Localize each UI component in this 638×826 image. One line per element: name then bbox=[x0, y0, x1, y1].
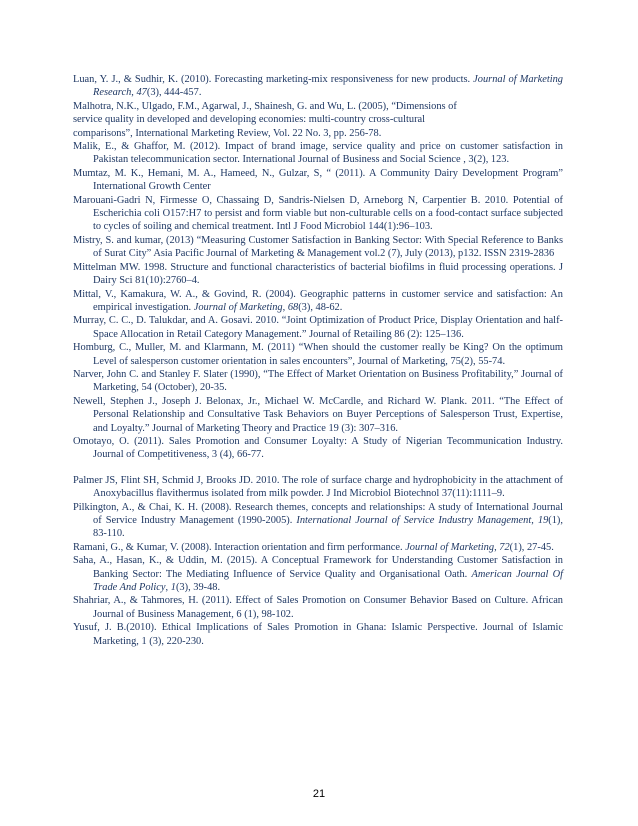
reference-entry bbox=[73, 261, 563, 288]
reference-text: Mittelman MW. 1998. Structure and functional characteristics of bacterial biofilms in fluid processing operations. J Dairy Sci 81(10):2760–4. bbox=[73, 261, 563, 287]
reference-text: (1), 27-45. bbox=[509, 541, 554, 553]
reference-entry bbox=[73, 554, 563, 594]
reference-text: Malhotra, N.K., Ulgado, F.M., Agarwal, J., Shainesh, G. and Wu, L. (2005), “Dimensions of bbox=[73, 100, 457, 112]
reference-text: Mistry, S. and kumar, (2013) “Measuring Customer Satisfaction in Banking Sector: With Special Reference to Banks of Surat City” Asia Pacific Journal of Marketing & Management vol.2 (7), July (2013), p132. ISSN 2319-2836 bbox=[73, 234, 563, 260]
reference-entry bbox=[73, 474, 563, 501]
reference-entry bbox=[73, 234, 563, 261]
reference-italic-text: Journal of Marketing Research bbox=[93, 74, 563, 99]
reference-text: Saha, A., Hasan, K., & Uddin, M. (2015). A Conceptual Framework for Understanding Customer Satisfaction in Banking Sector: The Mediating Influence of Service Quality and Organisational Oath. bbox=[73, 555, 563, 580]
reference-text: , bbox=[531, 515, 538, 526]
reference-text: (3), 39-48. bbox=[175, 582, 221, 594]
reference-entry bbox=[73, 314, 563, 341]
reference-entry bbox=[73, 541, 563, 554]
reference-text: Mumtaz, M. K., Hemani, M. A., Hameed, N., Gulzar, S, “ (2011). A Community Dairy Development Program” International Growth Center bbox=[73, 167, 563, 193]
reference-italic-text: 19 bbox=[537, 515, 549, 526]
reference-italic-text: 72 bbox=[499, 541, 510, 553]
reference-text: Murray, C. C., D. Talukdar, and A. Gosavi. 2010. “Joint Optimization of Product Price, Display Orientation and half-Space Allocation in Retail Category Management.” Journal of Retailing 86 (2): 125–136. bbox=[73, 315, 563, 340]
reference-text: Malik, E., & Ghaffor, M. (2012). Impact of brand image, service quality and price on customer satisfaction in Pakistan telecommunication sector. International Journal of Business and Social Science , 3(2), 123. bbox=[73, 141, 563, 166]
reference-text: Narver, John C. and Stanley F. Slater (1990), “The Effect of Market Orientation on Business Profitability,” Journal of Marketing, 54 (October), 20-35. bbox=[73, 368, 563, 394]
reference-entry bbox=[73, 127, 563, 140]
reference-entry bbox=[73, 621, 563, 648]
reference-entry bbox=[73, 73, 563, 100]
reference-entry bbox=[73, 594, 563, 621]
reference-text: , bbox=[282, 301, 288, 313]
reference-entry bbox=[73, 167, 563, 194]
reference-text: , bbox=[165, 582, 171, 594]
reference-text: Omotayo, O. (2011). Sales Promotion and Consumer Loyalty: A Study of Nigerian Tecommunication Industry. Journal of Competitiveness, 3 (4), 66-77. bbox=[73, 435, 563, 461]
reference-text: Yusuf, J. B.(2010). Ethical Implications of Sales Promotion in Ghana: Islamic Perspective. Journal of Islamic Marketing, 1 (3), 220-230. bbox=[73, 622, 563, 647]
reference-italic-text: Journal of Marketing bbox=[405, 541, 495, 553]
reference-text: Homburg, C., Muller, M. and Klarmann, M. (2011) “When should the customer really be King? On the optimum Level of salesperson customer orientation in sales encounters”, Journal of Marketing, 75(2), 55-74. bbox=[73, 342, 563, 367]
reference-entry bbox=[73, 435, 563, 462]
reference-text: (3), 48-62. bbox=[298, 301, 343, 313]
reference-text: service quality in developed and developing economies: multi-country cross-cultural bbox=[73, 114, 426, 126]
reference-text: Pilkington, A., & Chai, K. H. (2008). Research themes, concepts and relationships: A study of International Journal of Service Industry Management (1990-2005). bbox=[73, 501, 563, 526]
reference-italic-text: American Journal Of Trade And Policy bbox=[93, 568, 563, 594]
reference-text: Mittal, V., Kamakura, W. A., & Govind, R. (2004). Geographic patterns in customer service and satisfaction: An empirical investigation. bbox=[73, 288, 563, 313]
reference-text: (3), 444-457. bbox=[146, 87, 202, 99]
reference-text: , bbox=[131, 87, 137, 99]
reference-italic-text: Journal of Marketing bbox=[193, 301, 283, 313]
reference-entry bbox=[73, 368, 563, 395]
reference-entry bbox=[73, 288, 563, 315]
reference-entry bbox=[73, 194, 563, 234]
reference-entry bbox=[73, 140, 563, 167]
reference-text: Newell, Stephen J., Joseph J. Belonax, Jr., Michael W. McCardle, and Richard W. Plank. 2011. “The Effect of Personal Relationship and Consultative Task Behaviors on Buyer Perceptions of Salesperson Trust, Expertise, and Loyalty.” Journal of Marketing Theory and Practice 19 (3): 307–316. bbox=[73, 395, 563, 434]
reference-gap bbox=[73, 462, 563, 474]
reference-entry bbox=[73, 100, 563, 113]
reference-entry bbox=[73, 395, 563, 435]
reference-entry bbox=[73, 501, 563, 541]
reference-text: Ramani, G., & Kumar, V. (2008). Interaction orientation and firm performance. bbox=[73, 541, 406, 553]
reference-text: (1), 83-110. bbox=[93, 515, 563, 540]
reference-italic-text: 68 bbox=[287, 301, 299, 313]
reference-italic-text: 47 bbox=[136, 87, 147, 99]
reference-text: Shahriar, A., & Tahmores, H. (2011). Effect of Sales Promotion on Consumer Behavior Based on Culture. African Journal of Business Management, 6 (1), 98-102. bbox=[73, 595, 563, 620]
reference-text: Marouani-Gadri N, Firmesse O, Chassaing D, Sandris-Nielsen D, Arneborg N, Carpentier B. 2010. Potential of Escherichia coli O157:H7 to persist and form viable but non-culturable cells on a food-contact surface subjected to cycles of soiling and chemical treatment. Intl J Food Microbiol 144(1):96–103. bbox=[73, 194, 563, 233]
reference-text: Luan, Y. J., & Sudhir, K. (2010). Forecasting marketing-mix responsiveness for new products. bbox=[73, 74, 474, 85]
reference-italic-text: International Journal of Service Industry Management bbox=[296, 515, 532, 526]
reference-entry bbox=[73, 113, 563, 126]
reference-text: Palmer JS, Flint SH, Schmid J, Brooks JD. 2010. The role of surface charge and hydrophobicity in the attachment of Anoxybacillus flavithermus isolated from milk powder. J Ind Microbiol Biotechnol 37(11):1111–9. bbox=[73, 474, 563, 500]
reference-entry bbox=[73, 341, 563, 368]
reference-italic-text: 1 bbox=[170, 582, 176, 594]
reference-list bbox=[73, 73, 563, 648]
page-number: 21 bbox=[312, 788, 326, 800]
reference-text: comparisons”, International Marketing Review, Vol. 22 No. 3, pp. 256-78. bbox=[73, 127, 382, 139]
reference-text: , bbox=[494, 541, 500, 553]
